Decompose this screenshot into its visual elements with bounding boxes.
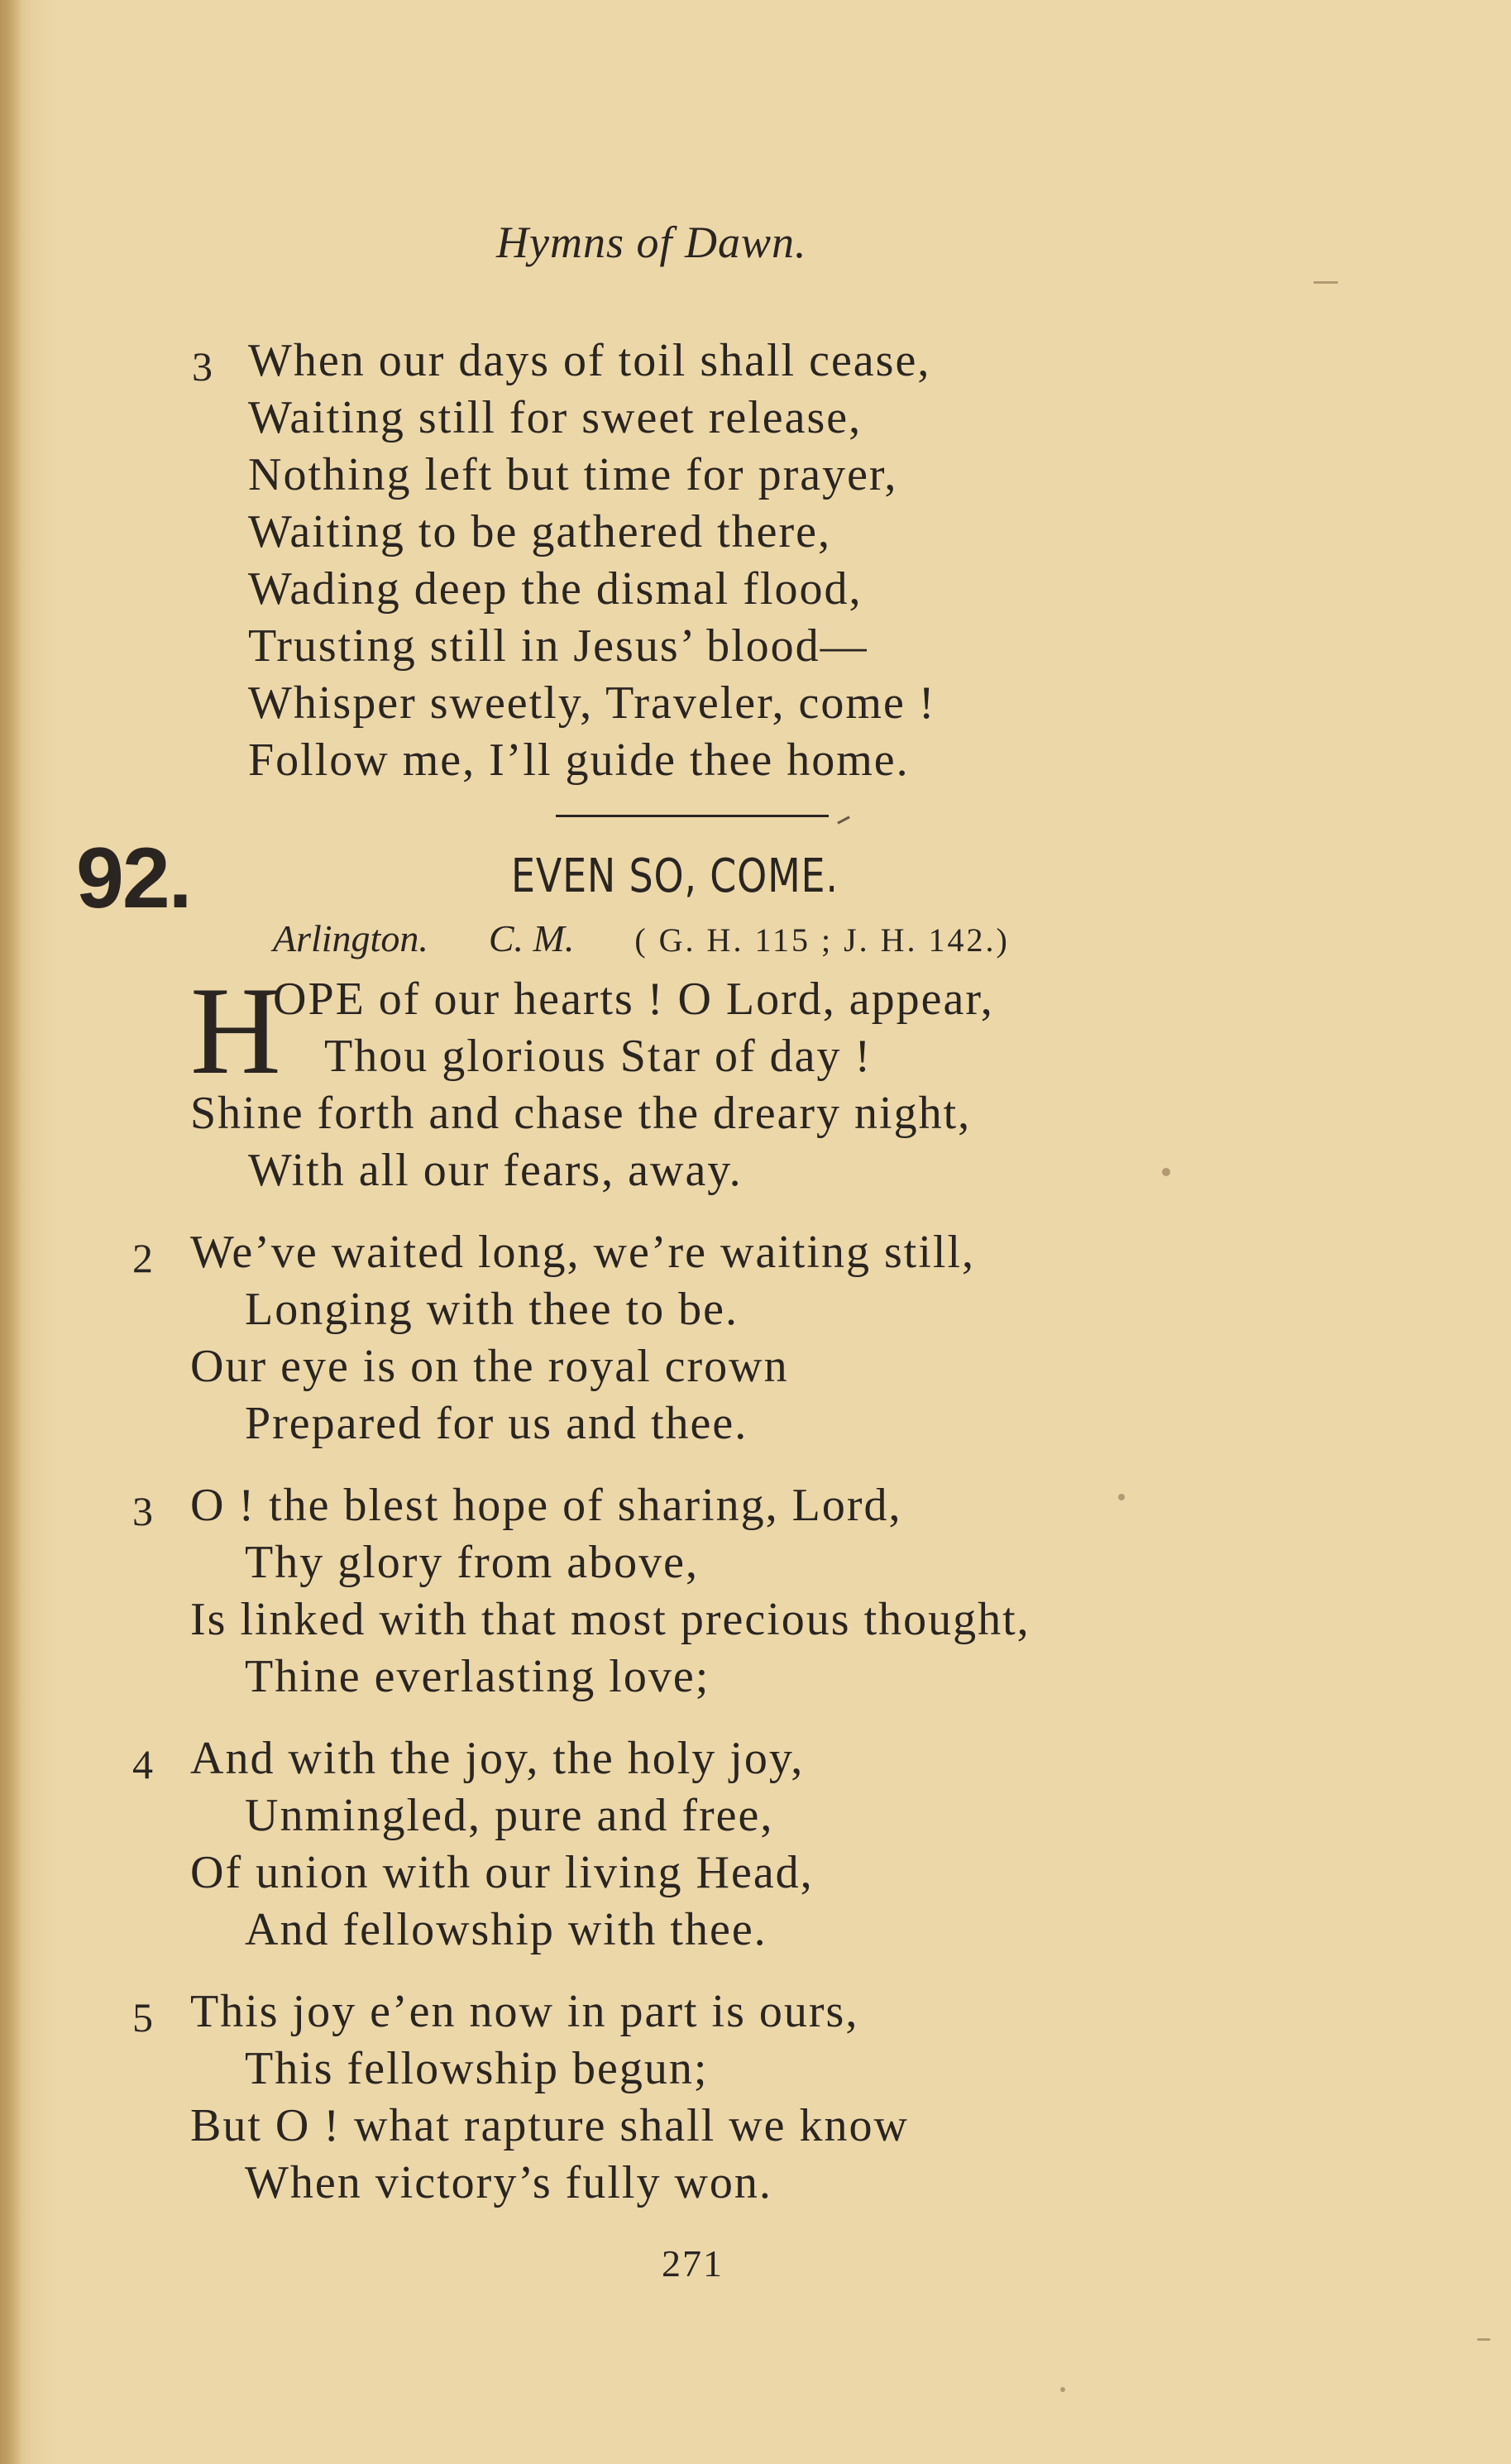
- paper-speck: [1477, 2338, 1490, 2341]
- paper-speck: [1060, 2387, 1065, 2392]
- verse-line: Shine forth and chase the dreary night,: [190, 1088, 972, 1139]
- running-head: Hymns of Dawn.: [496, 218, 807, 267]
- drop-cap: H: [190, 961, 281, 1100]
- verse-line: This joy e’en now in part is ours,: [190, 1986, 859, 2037]
- section-divider: [556, 815, 829, 817]
- paper-speck: [1313, 281, 1338, 284]
- verse-line: O ! the blest hope of sharing, Lord,: [190, 1480, 902, 1531]
- verse-line: Prepared for us and thee.: [245, 1398, 748, 1449]
- tune-meter-line: [273, 917, 1010, 959]
- verse-line: Wading deep the dismal flood,: [248, 563, 863, 615]
- verse-line: Unmingled, pure and free,: [245, 1790, 774, 1841]
- verse-line: And with the joy, the holy joy,: [190, 1733, 805, 1784]
- verse-line: Our eye is on the royal crown: [190, 1341, 789, 1392]
- page-gutter-shadow: [0, 0, 22, 2464]
- verse-line: Is linked with that most precious thought,: [190, 1594, 1030, 1645]
- verse-line: OPE of our hearts ! O Lord, appear,: [273, 974, 994, 1025]
- verse-line: When our days of toil shall cease,: [248, 335, 931, 386]
- verse-number: 3: [192, 343, 213, 390]
- verse-line: Thy glory from above,: [245, 1537, 699, 1588]
- verse-line: With all our fears, away.: [248, 1145, 743, 1196]
- verse-line: Nothing left but time for prayer,: [248, 449, 898, 500]
- verse-line: This fellowship begun;: [245, 2043, 709, 2094]
- verse-number: 4: [132, 1741, 153, 1787]
- verse-number: 2: [132, 1235, 153, 1281]
- hymn-title: EVEN SO, COME.: [511, 849, 839, 903]
- divider-mark: [837, 816, 850, 824]
- hymn-number: 92.: [76, 830, 191, 926]
- paper-speck: [1118, 1494, 1125, 1500]
- verse-line: Waiting still for sweet release,: [248, 392, 863, 443]
- tune-name: Arlington.: [273, 917, 428, 959]
- verse-line: Follow me, I’ll guide thee home.: [248, 734, 910, 786]
- page-number: 271: [662, 2242, 724, 2285]
- verse-line: Of union with our living Head,: [190, 1847, 814, 1898]
- verse-number: 5: [132, 1994, 153, 2041]
- verse-number: 3: [132, 1488, 153, 1534]
- hymnal-references: ( G. H. 115 ; J. H. 142.): [634, 921, 1010, 959]
- verse-line: Thou glorious Star of day !: [324, 1031, 873, 1082]
- verse-line: Waiting to be gathered there,: [248, 506, 832, 557]
- verse-line: We’ve waited long, we’re waiting still,: [190, 1227, 976, 1278]
- paper-speck: [1162, 1168, 1170, 1176]
- verse-line: Longing with thee to be.: [245, 1284, 739, 1335]
- verse-line: And fellowship with thee.: [245, 1904, 767, 1955]
- verse-line: But O ! what rapture shall we know: [190, 2100, 909, 2151]
- verse-line: Whisper sweetly, Traveler, come !: [248, 677, 936, 729]
- verse-line: Thine everlasting love;: [245, 1651, 710, 1702]
- verse-line: Trusting still in Jesus’ blood—: [248, 620, 868, 672]
- meter: C. M.: [488, 917, 575, 959]
- verse-line: When victory’s fully won.: [245, 2157, 772, 2208]
